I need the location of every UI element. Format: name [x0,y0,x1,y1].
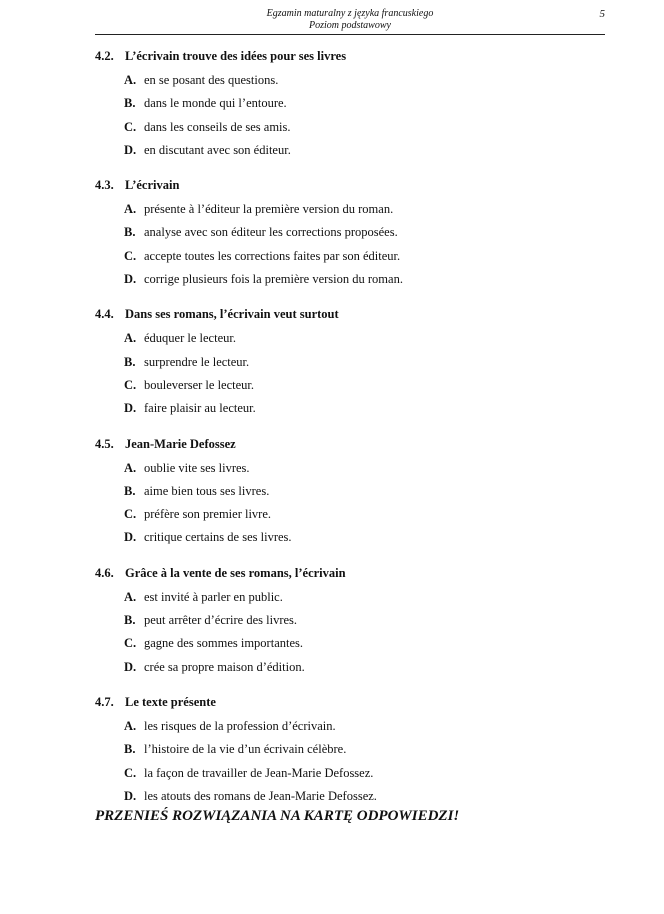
question-4-7 [95,693,615,808]
option-text: aime bien tous ses livres. [144,483,270,498]
option-letter: D. [124,142,137,157]
option-text: est invité à parler en public. [144,589,283,604]
option-b [95,738,615,761]
option-b [95,351,615,374]
option-b [95,92,615,115]
option-letter: A. [124,589,137,604]
option-text: gagne des sommes importantes. [144,636,303,651]
option-text: la façon de travailler de Jean-Marie Defossez. [144,765,374,780]
option-c [95,762,615,785]
option-letter: B. [124,354,136,369]
question-number: 4.7. [95,694,114,709]
option-d [95,139,615,162]
option-d [95,397,615,420]
exam-title-line1: Egzamin maturalny z języka francuskiego [266,8,434,19]
option-letter: C. [124,119,137,134]
option-letter: C. [124,248,137,263]
question-heading [95,176,615,194]
option-letter: C. [124,636,137,651]
question-text: L’écrivain trouve des idées pour ses livres [125,49,347,63]
question-number: 4.4. [95,307,114,322]
question-text: Dans ses romans, l’écrivain veut surtout [125,307,339,322]
question-heading [95,693,615,711]
option-letter: C. [124,507,137,522]
option-letter: C. [124,765,137,780]
option-letter: D. [124,788,137,803]
option-b [95,480,615,503]
option-letter: D. [124,530,137,545]
option-c [95,632,615,655]
option-text: crée sa propre maison d’édition. [144,659,305,674]
option-text: faire plaisir au lecteur. [144,401,256,416]
answer-sheet-instruction: PRZENIEŚ ROZWIĄZANIA NA KARTĘ ODPOWIEDZI! [95,808,460,824]
option-text: en se posant des questions. [144,73,279,87]
question-number: 4.5. [95,436,114,451]
page-header [95,8,605,35]
option-letter: B. [124,742,136,757]
option-letter: C. [124,377,137,392]
page-number: 5 [599,8,605,20]
exam-title [95,8,605,32]
option-letter: D. [124,401,137,416]
question-text: L’écrivain [125,178,180,193]
option-text: analyse avec son éditeur les corrections proposées. [144,225,398,240]
option-text: dans le monde qui l’entoure. [144,96,287,111]
option-c [95,245,615,268]
option-a [95,586,615,609]
option-text: corrige plusieurs fois la première version du roman. [144,272,403,287]
option-text: dans les conseils de ses amis. [144,119,291,134]
option-text: en discutant avec son éditeur. [144,142,291,157]
option-letter: A. [124,73,137,87]
option-letter: A. [124,202,137,217]
option-a [95,198,615,221]
option-a [95,69,615,92]
option-letter: B. [124,225,136,240]
option-letter: D. [124,272,137,287]
exam-level-line2: Poziom podstawowy [309,20,391,31]
question-text: Le texte présente [125,694,216,709]
option-letter: D. [124,659,137,674]
option-letter: A. [124,460,137,475]
option-d [95,526,615,549]
option-text: oublie vite ses livres. [144,460,250,475]
option-text: peut arrêter d’écrire des livres. [144,613,298,628]
option-letter: B. [124,96,136,111]
question-4-2 [95,47,615,162]
option-text: préfère son premier livre. [144,507,272,522]
question-heading [95,47,615,65]
option-a [95,457,615,480]
question-number: 4.3. [95,178,114,193]
option-text: les atouts des romans de Jean-Marie Defossez. [144,788,377,803]
option-letter: B. [124,483,136,498]
question-4-3 [95,176,615,291]
option-c [95,503,615,526]
option-a [95,327,615,350]
option-d [95,656,615,679]
question-text: Jean-Marie Defossez [125,436,236,451]
option-a [95,715,615,738]
option-d [95,268,615,291]
question-4-4 [95,305,615,420]
option-c [95,116,615,139]
question-text: Grâce à la vente de ses romans, l’écrivain [125,565,346,580]
option-letter: B. [124,613,136,628]
option-text: critique certains de ses livres. [144,530,292,545]
option-text: éduquer le lecteur. [144,331,236,346]
question-number: 4.2. [95,49,114,63]
option-letter: A. [124,331,137,346]
option-b [95,221,615,244]
option-c [95,374,615,397]
question-number: 4.6. [95,565,114,580]
question-heading [95,435,615,453]
option-text: accepte toutes les corrections faites par son éditeur. [144,248,401,263]
question-heading [95,564,615,582]
option-text: l’histoire de la vie d’un écrivain célèbre. [144,742,347,757]
option-b [95,609,615,632]
option-text: bouleverser le lecteur. [144,377,255,392]
question-heading [95,305,615,323]
option-letter: A. [124,718,137,733]
questions-list [95,47,615,822]
option-text: surprendre le lecteur. [144,354,250,369]
question-4-6 [95,564,615,679]
question-4-5 [95,435,615,550]
option-d [95,785,615,808]
option-text: présente à l’éditeur la première version du roman. [144,202,394,217]
option-text: les risques de la profession d’écrivain. [144,718,336,733]
